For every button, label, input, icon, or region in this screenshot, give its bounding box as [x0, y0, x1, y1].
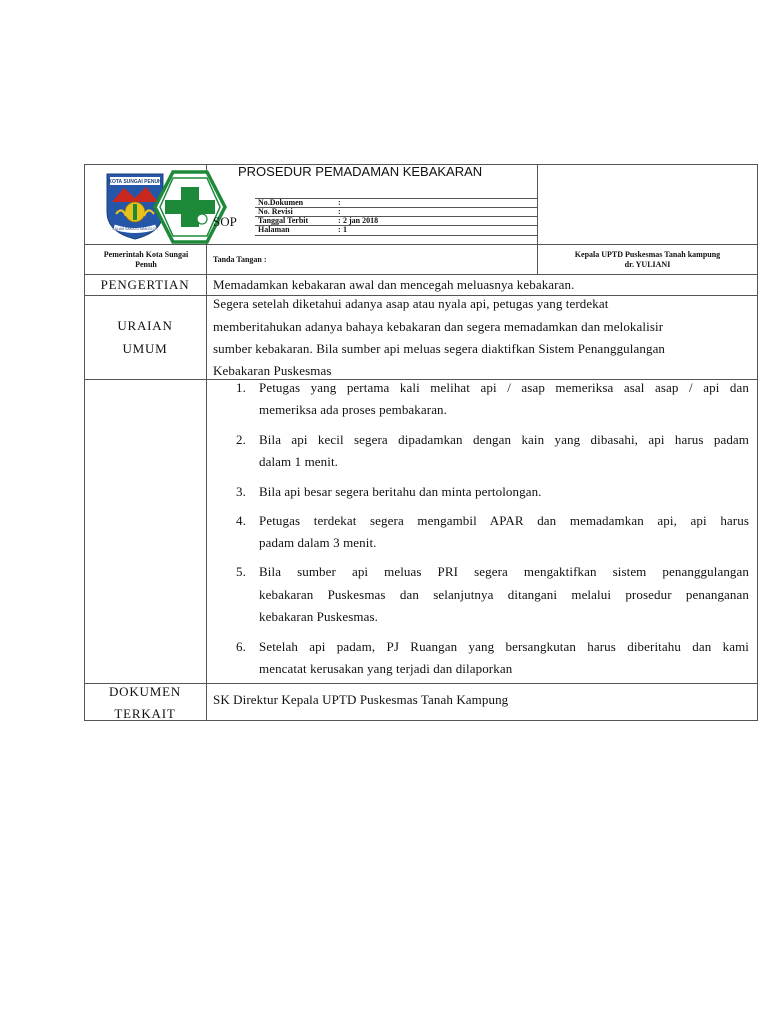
- uraian-label-line2: UMUM: [122, 341, 168, 356]
- puskesmas-logo: [152, 170, 228, 244]
- meta-sep: :: [338, 207, 341, 216]
- uraian-label-line1: URAIAN: [117, 318, 173, 333]
- meta-sep: :: [338, 216, 341, 225]
- approver-title: Kepala UPTD Puskesmas Tanah kampung: [574, 250, 721, 259]
- dokumen-label-line1: DOKUMEN: [108, 684, 182, 699]
- meta-label-halaman: Halaman: [258, 225, 290, 234]
- step-text: padam dalam 3 menit.: [259, 535, 377, 550]
- org-name-line2: Penuh: [135, 260, 157, 269]
- meta-label-no-revisi: No. Revisi: [258, 207, 293, 216]
- step-text: memeriksa ada proses pembakaran.: [259, 402, 448, 417]
- logo-motto: SALAM SAKATO NAN ELOK: [112, 227, 158, 231]
- step-text: Setelah api padam, PJ Ruangan yang bersangkutan harus diberitahu dan kami: [259, 639, 749, 654]
- step-number: 3.: [236, 484, 246, 499]
- step-text: Bila api besar segera beritahu dan minta pertolongan.: [259, 484, 542, 499]
- step-number: 2.: [236, 432, 246, 447]
- pengertian-text: Memadamkan kebakaran awal dan mencegah meluasnya kebakaran.: [213, 277, 575, 292]
- dokumen-text: SK Direktur Kepala UPTD Puskesmas Tanah Kampung: [213, 692, 509, 707]
- dokumen-label-line2: TERKAIT: [114, 706, 176, 721]
- signature-label: Tanda Tangan :: [213, 255, 267, 264]
- sop-label: SOP: [213, 214, 237, 229]
- step-number: 1.: [236, 380, 246, 395]
- step-text: kebakaran Puskesmas dan selanjutnya ditangani melalui prosedur penanganan: [259, 587, 749, 602]
- step-text: Petugas terdekat segera mengambil APAR dan memadamkan api, api harus: [259, 513, 749, 528]
- org-name-line1: Pemerintah Kota Sungai: [103, 250, 189, 259]
- step-number: 6.: [236, 639, 246, 654]
- document-title: PROSEDUR PEMADAMAN KEBAKARAN: [238, 164, 483, 179]
- logo-text: KOTA SUNGAI PENUH: [108, 179, 162, 185]
- step-text: Bila sumber api meluas PRI segera mengaktifkan sistem penanggulangan: [259, 564, 749, 579]
- meta-label-tanggal-terbit: Tanggal Terbit: [258, 216, 309, 225]
- meta-sep: :: [338, 198, 341, 207]
- step-text: Bila api kecil segera dipadamkan dengan kain yang dibasahi, api harus padam: [259, 432, 749, 447]
- pengertian-label: PENGERTIAN: [100, 277, 190, 292]
- uraian-line: sumber kebakaran. Bila sumber api meluas segera diaktifkan Sistem Penanggulangan: [213, 341, 666, 356]
- uraian-line: memberitahukan adanya bahaya kebakaran dan segera memadamkan dan melokalisir: [213, 319, 664, 334]
- meta-value-tanggal: 2 jan 2018: [343, 216, 379, 225]
- meta-label-no-dokumen: No.Dokumen: [258, 198, 304, 207]
- approver-name: dr. YULIANI: [624, 260, 671, 269]
- meta-sep: :: [338, 225, 341, 234]
- step-text: mencatat kerusakan yang terjadi dan dilaporkan: [259, 661, 513, 676]
- step-text: kebakaran Puskesmas.: [259, 609, 378, 624]
- step-text: dalam 1 menit.: [259, 454, 339, 469]
- uraian-line: Kebakaran Puskesmas: [213, 363, 332, 378]
- uraian-line: Segera setelah diketahui adanya asap atau nyala api, petugas yang terdekat: [213, 296, 609, 311]
- step-number: 4.: [236, 513, 246, 528]
- step-text: Petugas yang pertama kali melihat api / asap memeriksa asal asap / api dan: [259, 380, 749, 395]
- meta-value-halaman: 1: [343, 225, 347, 234]
- step-number: 5.: [236, 564, 246, 579]
